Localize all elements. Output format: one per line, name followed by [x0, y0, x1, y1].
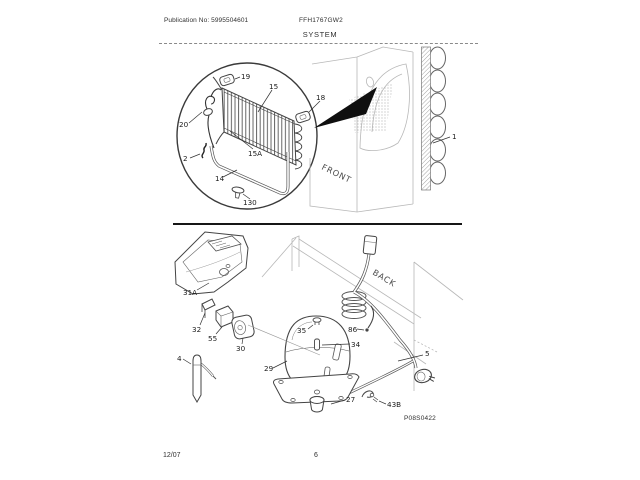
clip-43b — [362, 391, 378, 402]
callout-5: 5 — [425, 349, 430, 358]
callout-20: 20 — [179, 120, 189, 129]
page-title: SYSTEM — [302, 30, 338, 39]
callout-55: 55 — [208, 334, 218, 343]
front-label: FRONT — [320, 161, 354, 185]
lower-compressor-diagram — [175, 232, 463, 412]
callout-32: 32 — [192, 325, 202, 334]
model-number: FFH1767GW2 — [299, 17, 343, 24]
callout-1: 1 — [452, 132, 457, 141]
ground-wire — [365, 306, 373, 332]
harness-connector — [363, 235, 377, 254]
footer-date: 12/07 — [163, 452, 181, 459]
callout-14: 14 — [215, 174, 225, 183]
callout-31A: 31A — [183, 288, 198, 297]
callout-27: 27 — [346, 395, 356, 404]
callout-18: 18 — [316, 93, 326, 102]
callout-4: 4 — [177, 354, 182, 363]
publication-number: Publication No: 5995504601 — [164, 17, 249, 24]
upper-evaporator-diagram — [177, 47, 457, 212]
callout-43B: 43B — [387, 400, 402, 409]
callout-15: 15 — [269, 82, 279, 91]
callout-15A: 15A — [248, 149, 263, 158]
callout-86: 86 — [348, 325, 358, 334]
footer-page-number: 6 — [314, 452, 318, 459]
power-cord — [349, 235, 436, 393]
power-plug — [413, 367, 436, 386]
diagram-photo-code: P08S0422 — [404, 415, 436, 422]
callout-130: 130 — [243, 198, 257, 207]
callout-29: 29 — [264, 364, 274, 373]
back-label: BACK — [370, 267, 398, 289]
callout-35: 35 — [297, 326, 307, 335]
callout-34: 34 — [351, 340, 361, 349]
condenser-coil — [422, 47, 446, 190]
terminal-pin — [315, 339, 320, 350]
callout-19: 19 — [241, 72, 251, 81]
mounting-grommet — [310, 397, 324, 413]
compressor — [274, 316, 360, 403]
relay-cover — [231, 314, 255, 340]
callout-2: 2 — [183, 154, 188, 163]
filter-drier — [193, 355, 216, 402]
callout-30: 30 — [236, 344, 246, 353]
relay — [216, 306, 233, 327]
drain-pan — [175, 232, 248, 294]
